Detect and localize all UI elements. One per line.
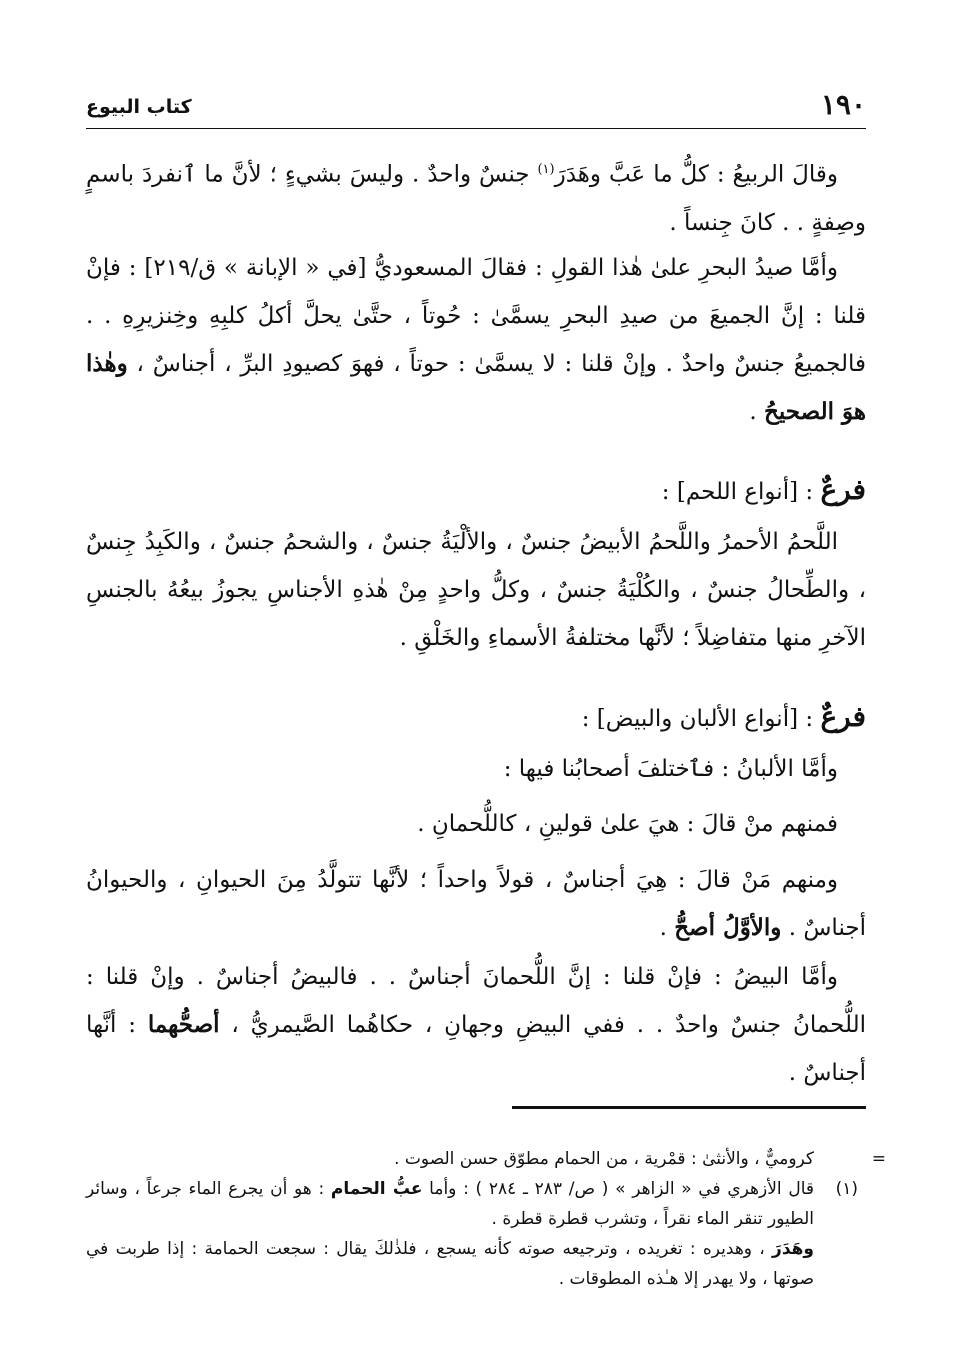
footnote-number: (١) (835, 1179, 858, 1199)
footnote-separator (512, 1106, 866, 1109)
continuation-marker: = (871, 1149, 886, 1169)
running-title: كتاب البيوع (86, 96, 192, 118)
footnote-1: (١) قال الأزهري في « الزاهر » ( ص/ ٢٨٣ ـ ٢٨٤ ) : وأما عبُّ الحمام : هو أن يجرع الماء جرعاً ، وسائر الطيور تنقر الماء نقراً ، وتشرب قطرة قطرة . (86, 1174, 866, 1234)
footnote-continuation: = كروميٌّ ، والأنثىٰ : قمْرية ، من الحمام مطوّق حسن الصوت . (86, 1144, 866, 1174)
branch-title: : [أنواع اللحم] : (661, 479, 821, 505)
header-rule (86, 128, 866, 129)
ruling-more-correct: أصحُّهما (147, 1011, 220, 1038)
page-header (86, 86, 866, 126)
paragraph-sea-game: وأمَّا صيدُ البحرِ علىٰ هٰذا القولِ : فقالَ المسعوديُّ [في « الإبانة » ق/٢١٩] : فإنْ قلنا : إنَّ الجميعَ من صيدِ البحرِ يسمَّىٰ : حُوتاً ، حتَّىٰ يحلَّ أكلُ كلبِهِ وخِنزيرِهِ . . فالجميعُ جنسٌ واحدٌ . وإنْ قلنا : لا يسمَّىٰ : حوتاً ، فهوَ كصيودِ البرِّ ، أجناسٌ ، وهٰذا هوَ الصحيحُ . (86, 255, 866, 425)
paragraph-milks: وأمَّا الألبانُ : فٱختلفَ أصحابُنا فيها : (503, 756, 838, 782)
footnote-ref-1[interactable]: (١) (537, 162, 555, 177)
branch-heading-milk-eggs (86, 693, 866, 743)
paragraph-opinion-one: فمنهم منْ قالَ : هيَ علىٰ قولينِ ، كاللُّحمانِ . (417, 811, 838, 837)
paragraph-opinion-two: ومنهم مَنْ قالَ : هِيَ أجناسٌ ، قولاً واحداً ؛ لأنَّها تتولَّدُ مِنَ الحيوانِ ، والحيوانُ أجناسٌ . والأوَّلُ أصحُّ . (86, 867, 866, 941)
page-number: ١٩٠ (820, 88, 866, 121)
footnote-1-continued: وهَدَرَ ، وهديره : تغريده ، وترجيعه صوته كأنه يسجع ، فلذٰلكَ يقال : سجعت الحمامة : إذا طربت في صوتها ، ولا يهدر إلا هـٰذه المطوقات . (86, 1239, 814, 1289)
paragraph-meat-types: اللَّحمُ الأحمرُ واللَّحمُ الأبيضُ جنسٌ ، والألْيَةُ جنسٌ ، والشحمُ جنسٌ ، والكَبِدُ جِنسٌ ، والطِّحالُ جنسٌ ، والكُلْيَةُ جنسٌ ، وكلُّ واحدٍ مِنْ هٰذهِ الأجناسِ يجوزُ بيعُهُ بالجنسِ الآخرِ منها متفاضِلاً ؛ لأنَّها مختلفةُ الأسماءِ والخَلْقِ . (86, 529, 866, 651)
ruling-correct: وهٰذا هوَ الصحيحُ (86, 350, 866, 425)
branch-label: فرعٌ (820, 473, 866, 506)
footnotes (86, 1144, 886, 1294)
branch-heading-meat (86, 466, 866, 516)
paragraph-rabi: وقالَ الربيعُ : كلُّ ما عَبَّ وهَدَرَ$^{(١)}$ جنسٌ واحدٌ . وليسَ بشيءٍ ؛ لأنَّ ما ٱنفردَ باسمٍ وصِفةٍ . . كانَ جِنساً . (86, 161, 866, 236)
branch-title: : [أنواع الألبان والبيض] : (581, 706, 821, 732)
ruling-most-correct: والأوَّلُ أصحُّ (674, 914, 782, 941)
paragraph-eggs: وأمَّا البيضُ : فإنْ قلنا : إنَّ اللُّحمانَ أجناسٌ . . فالبيضُ أجناسٌ . وإنْ قلنا : اللُّحمانُ جنسٌ واحدٌ . . ففي البيضِ وجهانِ ، حكاهُما الصَّيمريُّ ، أصحُّهما : أنَّها أجناسٌ . (86, 964, 866, 1086)
branch-label: فرعٌ (820, 700, 866, 733)
